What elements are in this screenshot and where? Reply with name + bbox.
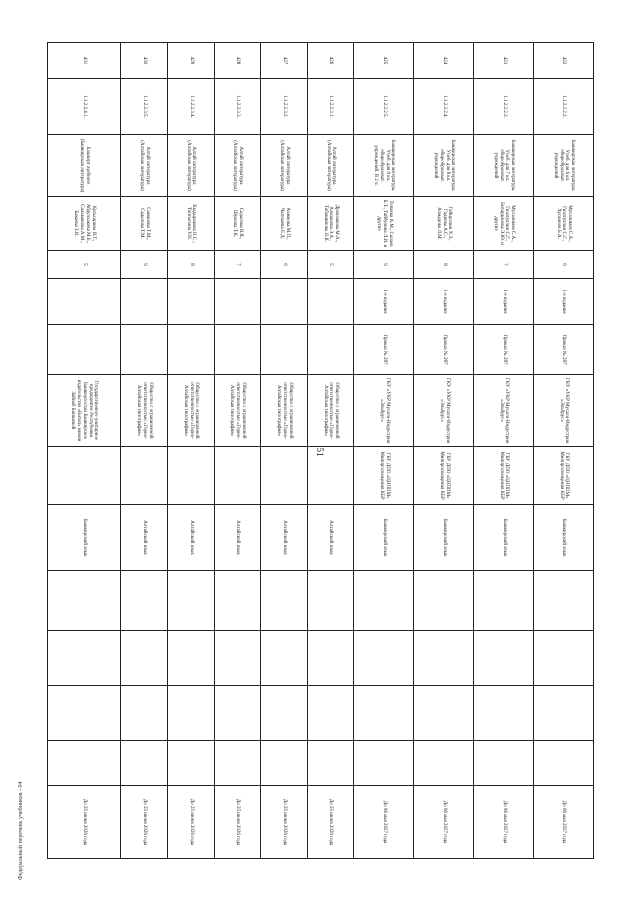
grade-cell: 9 xyxy=(121,251,168,279)
textbook-authors: Садалова В.Я., Шумова Т.К. xyxy=(214,197,261,251)
reference-cell: Общество с ограниченной ответственностью «Горно-Алтайская типография» xyxy=(214,375,261,447)
order-cell: Приказ № 287 xyxy=(534,325,594,375)
empty-cell xyxy=(167,571,214,631)
empty-cell xyxy=(261,741,308,786)
validity-date-cell: До 06 мая 2027 года xyxy=(414,786,474,859)
empty-cell xyxy=(48,571,121,631)
validity-date-cell: До 25 июня 2026 года xyxy=(121,786,168,859)
language-cell: Башкирский язык xyxy=(534,505,594,571)
textbook-title: Башкирская литература. Учеб. для 7 кл. общеобразоват. учреждений xyxy=(474,135,534,197)
language-cell: Алтайский язык xyxy=(167,505,214,571)
validity-date-cell: До 06 мая 2027 года xyxy=(474,786,534,859)
edition-cell: 1-е издание xyxy=(354,279,414,325)
empty-cell xyxy=(167,741,214,786)
validity-date-cell: До 06 мая 2027 года xyxy=(354,786,414,859)
table-row xyxy=(354,43,414,859)
textbook-authors: Ачимова М.П., Чалчыева Е.Д. xyxy=(261,197,308,251)
empty-cell xyxy=(167,686,214,741)
empty-cell xyxy=(534,631,594,686)
textbook-authors: Кыдыракова Н.С., Топтыгина У.Н. xyxy=(167,197,214,251)
row-number: 426 xyxy=(307,43,354,79)
row-number: 423 xyxy=(474,43,534,79)
empty-cell xyxy=(307,686,354,741)
row-number: 429 xyxy=(167,43,214,79)
grade-cell: 7 xyxy=(474,251,534,279)
empty-cell xyxy=(261,631,308,686)
edition-cell xyxy=(307,279,354,325)
order-cell: Приказ № 287 xyxy=(414,325,474,375)
validity-date-cell: До 25 июня 2026 года xyxy=(307,786,354,859)
row-code: 1.1.2.2.2.3. xyxy=(474,79,534,135)
textbook-authors: Кульсарина И.Г., Абдулхакова М.Б., Сальманова А.М., Бакаева З.И. xyxy=(48,197,121,251)
publisher-cell xyxy=(307,447,354,505)
empty-cell xyxy=(48,686,121,741)
edition-cell: 1-е издание xyxy=(534,279,594,325)
textbook-title: Алтай литература (Алтайская литература) xyxy=(167,135,214,197)
reference-cell: ГКУ «УКР Мусаги-Индустрия «Эльбрус» xyxy=(354,375,414,447)
empty-cell xyxy=(534,686,594,741)
empty-cell xyxy=(307,571,354,631)
reference-cell: ГКУ «УКР Мусаги-Индустрия «Эльбрус» xyxy=(474,375,534,447)
empty-cell xyxy=(214,741,261,786)
table-row xyxy=(167,43,214,859)
reference-cell: Общество с ограниченной ответственностью «Горно-Алтайская типография» xyxy=(307,375,354,447)
empty-cell xyxy=(414,631,474,686)
language-cell: Башкирский язык xyxy=(474,505,534,571)
publisher-cell xyxy=(214,447,261,505)
empty-cell xyxy=(121,631,168,686)
edition-cell: 1-е издание xyxy=(414,279,474,325)
language-cell: Алтайский язык xyxy=(307,505,354,571)
row-code: 1.1.2.2.2.2. xyxy=(534,79,594,135)
edition-cell xyxy=(214,279,261,325)
row-code: 1.1.2.2.4.1. xyxy=(48,79,121,135)
row-number: 424 xyxy=(414,43,474,79)
language-cell: Башкирский язык xyxy=(354,505,414,571)
empty-cell xyxy=(121,686,168,741)
row-code: 1.1.2.2.3.4. xyxy=(167,79,214,135)
textbook-title: Алтай литература (Алтайская литература) xyxy=(307,135,354,197)
textbook-title: Башкирская литература. Учеб. для 8 кл. общеобразоват. учреждений xyxy=(414,135,474,197)
textbook-authors: Мусалимов С.А., Гизатуллин С.Г., Хусаинов Б.А. xyxy=(534,197,594,251)
empty-cell xyxy=(414,686,474,741)
table-row xyxy=(121,43,168,859)
row-code: 1.1.2.2.2.5. xyxy=(354,79,414,135)
order-cell xyxy=(214,325,261,375)
language-cell: Башкирский язык xyxy=(48,505,121,571)
reference-cell: Государственное унитарное предприятие Республики Башкортостан Башкирское издательство «Китап» имени Зайнаб Биишевой xyxy=(48,375,121,447)
empty-cell xyxy=(214,631,261,686)
table-row xyxy=(414,43,474,859)
empty-cell xyxy=(307,741,354,786)
empty-cell xyxy=(121,741,168,786)
row-code: 1.1.2.2.3.2. xyxy=(261,79,308,135)
textbook-title: Алтай литература (Алтайская литература) xyxy=(261,135,308,197)
row-number: 428 xyxy=(214,43,261,79)
empty-cell xyxy=(414,571,474,631)
order-cell: Приказ № 287 xyxy=(354,325,414,375)
row-code: 1.1.2.2.3.3. xyxy=(214,79,261,135)
order-cell xyxy=(307,325,354,375)
table-row xyxy=(261,43,308,859)
row-code: 1.1.2.2.3.5. xyxy=(121,79,168,135)
row-code: 1.1.2.2.2.4. xyxy=(414,79,474,135)
row-number: 425 xyxy=(354,43,414,79)
edition-cell: 1-е издание xyxy=(474,279,534,325)
empty-cell xyxy=(121,571,168,631)
publisher-cell xyxy=(48,447,121,505)
validity-date-cell: До 06 мая 2027 года xyxy=(534,786,594,859)
empty-cell xyxy=(474,571,534,631)
textbook-authors: Дрокзакова М.А., Альчанова Э.А., Табашинова Н.К. xyxy=(307,197,354,251)
textbook-authors: Мусалимов С.А., Гизатуллин С.Г., Бигаудинова Э.Ю. и другие xyxy=(474,197,534,251)
empty-cell xyxy=(474,686,534,741)
validity-date-cell: До 25 июня 2026 года xyxy=(48,786,121,859)
grade-cell: 6 xyxy=(534,251,594,279)
publisher-cell xyxy=(261,447,308,505)
grade-cell: 7 xyxy=(214,251,261,279)
empty-cell xyxy=(354,631,414,686)
reference-cell: ГКУ «УКР Мусаги-Индустрия «Эльбрус» xyxy=(534,375,594,447)
edition-cell xyxy=(167,279,214,325)
grade-cell: 9 xyxy=(354,251,414,279)
empty-cell xyxy=(48,631,121,686)
validity-date-cell: До 25 июня 2026 года xyxy=(167,786,214,859)
order-cell xyxy=(167,325,214,375)
reference-cell: Общество с ограниченной ответственностью «Горно-Алтайская типография» xyxy=(121,375,168,447)
validity-date-cell: До 25 июня 2026 года xyxy=(261,786,308,859)
textbook-list-table xyxy=(47,42,594,859)
publisher-cell: ГБУ ДПО «ЦНППМ» Минпросвещения КБР xyxy=(354,447,414,505)
publisher-cell: ГБУ ДПО «ЦНППМ» Минпросвещения КБР xyxy=(534,447,594,505)
grade-cell: 8 xyxy=(414,251,474,279)
reference-cell: Общество с ограниченной ответственностью «Горно-Алтайская типография» xyxy=(261,375,308,447)
textbook-title: Алтай литература (Алтайская литература) xyxy=(121,135,168,197)
table-row xyxy=(534,43,594,859)
page-number: 51 xyxy=(315,447,325,457)
language-cell: Алтайский язык xyxy=(261,505,308,571)
empty-cell xyxy=(414,741,474,786)
table-row xyxy=(474,43,534,859)
empty-cell xyxy=(474,631,534,686)
textbook-title: Алтай литература (Алтайская литература) xyxy=(214,135,261,197)
rotated-table-wrapper xyxy=(47,42,594,858)
language-cell: Алтайский язык xyxy=(121,505,168,571)
page-footer: Федеральный перечень учебников - 04 xyxy=(18,781,24,880)
empty-cell xyxy=(534,741,594,786)
empty-cell xyxy=(167,631,214,686)
reference-cell: ГКУ «УКР Мусаги-Индустрия «Эльбрус» xyxy=(414,375,474,447)
textbook-authors: Гайнуллин Х.З., Гадиева А.С., Ахмадова Л.М. xyxy=(414,197,474,251)
order-cell: Приказ № 287 xyxy=(474,325,534,375)
validity-date-cell: До 25 июня 2026 года xyxy=(214,786,261,859)
empty-cell xyxy=(48,741,121,786)
textbook-title: Башкорт әҙәбиәте (Башкирская литература) xyxy=(48,135,121,197)
empty-cell xyxy=(214,686,261,741)
row-number: 431 xyxy=(48,43,121,79)
grade-cell: 8 xyxy=(167,251,214,279)
empty-cell xyxy=(354,686,414,741)
publisher-cell xyxy=(121,447,168,505)
row-code: 1.1.2.2.3.1. xyxy=(307,79,354,135)
grade-cell: 6 xyxy=(261,251,308,279)
empty-cell xyxy=(261,686,308,741)
empty-cell xyxy=(474,741,534,786)
empty-cell xyxy=(354,741,414,786)
publisher-cell xyxy=(167,447,214,505)
edition-cell xyxy=(48,279,121,325)
reference-cell: Общество с ограниченной ответственностью «Горно-Алтайская типография» xyxy=(167,375,214,447)
order-cell xyxy=(48,325,121,375)
textbook-authors: Саманова Т.М., Садалова Т.М. xyxy=(121,197,168,251)
edition-cell xyxy=(261,279,308,325)
textbook-title: Башкирская литература. Учеб. для 9 кл. общеобразоват. учреждений. В 2 ч. xyxy=(354,135,414,197)
empty-cell xyxy=(307,631,354,686)
textbook-authors: Тепаева А.М., Салаев Б.Т., Тайбулина Л.И. и другие xyxy=(354,197,414,251)
empty-cell xyxy=(214,571,261,631)
textbook-title: Башкирская литература. Учеб. для 6 кл. общеобразоват. учреждений xyxy=(534,135,594,197)
order-cell xyxy=(121,325,168,375)
table-row xyxy=(214,43,261,859)
publisher-cell: ГБУ ДПО «ЦНППМ» Минпросвещения КБР xyxy=(474,447,534,505)
row-number: 422 xyxy=(534,43,594,79)
edition-cell xyxy=(121,279,168,325)
grade-cell: 5 xyxy=(307,251,354,279)
empty-cell xyxy=(534,571,594,631)
language-cell: Алтайский язык xyxy=(214,505,261,571)
empty-cell xyxy=(261,571,308,631)
grade-cell: 5 xyxy=(48,251,121,279)
row-number: 427 xyxy=(261,43,308,79)
order-cell xyxy=(261,325,308,375)
table-row xyxy=(307,43,354,859)
row-number: 430 xyxy=(121,43,168,79)
language-cell: Башкирский язык xyxy=(414,505,474,571)
empty-cell xyxy=(354,571,414,631)
table-row xyxy=(48,43,121,859)
publisher-cell: ГБУ ДПО «ЦНППМ» Минпросвещения КБР xyxy=(414,447,474,505)
